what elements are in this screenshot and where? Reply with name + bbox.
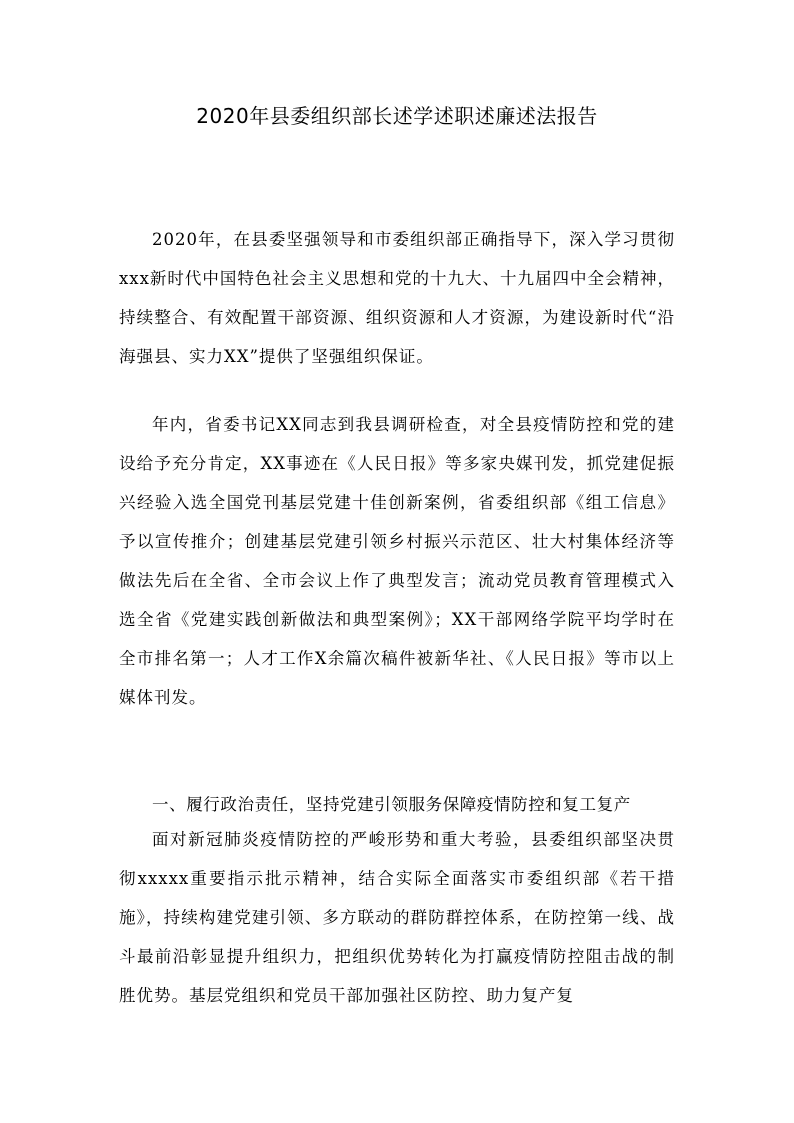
section-heading: 一、履行政治责任，坚持党建引领服务保障疫情防控和复工复产 xyxy=(152,795,631,814)
intro-paragraph: 2020年，在县委坚强领导和市委组织部正确指导下，深入学习贯彻xxx新时代中国特色社会主义思想和党的十九大、十九届四中全会精神，持续整合、有效配置干部资源、组织资源和人才资源，为建设新时代“沿海强县、实力XX”提供了坚强组织保证。 xyxy=(119,230,675,366)
document-title: 2020年县委组织部长述学述职述廉述法报告 xyxy=(196,104,598,128)
achievements-paragraph: 年内，省委书记XX同志到我县调研检查，对全县疫情防控和党的建设给予充分肯定，XX事迹在《人民日报》等多家央媒刊发，抓党建促振兴经验入选全国党刊基层党建十佳创新案例，省委组织部《组工信息》予以宣传推介；创建基层党建引领乡村振兴示范区、壮大村集体经济等做法先后在全省、全市会议上作了典型发言；流动党员教育管理模式入选全省《党建实践创新做法和典型案例》；XX干部网络学院平均学时在全市排名第一；人才工作X余篇次稿件被新华社、《人民日报》等市以上媒体刊发。 xyxy=(119,415,675,707)
section-paragraph: 面对新冠肺炎疫情防控的严峻形势和重大考验，县委组织部坚决贯彻xxxxx重要指示批示精神，结合实际全面落实市委组织部《若干措施》，持续构建党建引领、多方联动的群防群控体系，在防控第一线、战斗最前沿彰显提升组织力，把组织优势转化为打赢疫情防控阻击战的制胜优势。基层党组织和党员干部加强社区防控、助力复产复 xyxy=(119,830,675,1005)
